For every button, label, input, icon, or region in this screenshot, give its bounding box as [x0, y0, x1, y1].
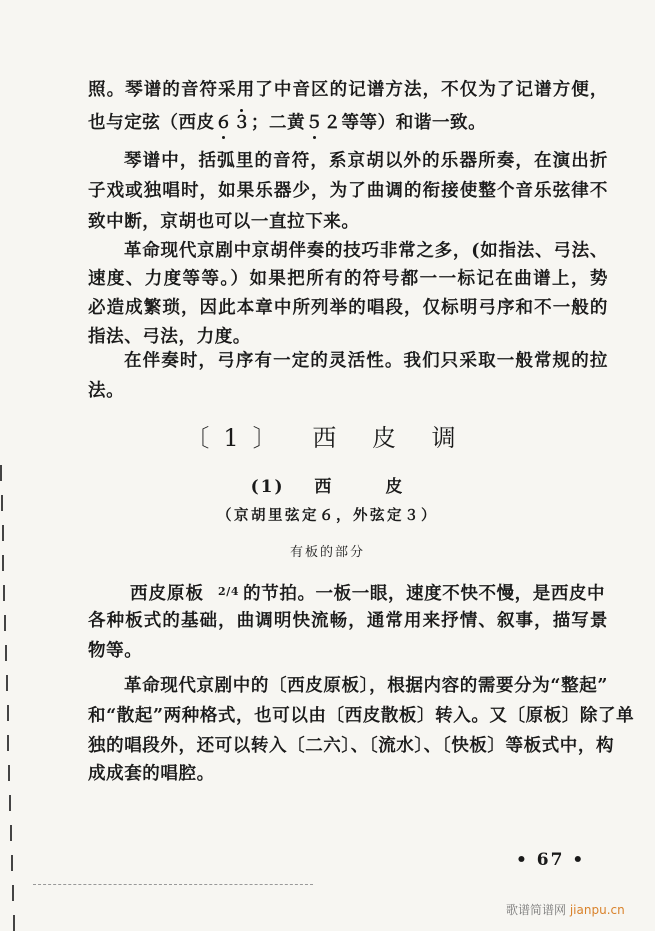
section-heading-text: 西 皮 调	[312, 424, 470, 452]
subsection-number: (1)	[250, 477, 285, 497]
paragraph-5-line-1	[130, 581, 614, 605]
watermark-cn: 歌谱简谱网	[506, 903, 567, 917]
time-signature: 2/4	[218, 585, 240, 598]
tuning-note-text: （京胡里弦定６，外弦定３）	[217, 507, 438, 524]
term-xipi-yuanban: 西皮原板	[130, 584, 204, 604]
paragraph-2-line-1: 琴谱中，括弧里的音符，系京胡以外的乐器所奏，在演出折	[124, 151, 608, 171]
paragraph-6-line-1: 革命现代京剧中的〔西皮原板〕，根据内容的需要分为“整起”	[124, 676, 608, 696]
paragraph-6-line-4: 成成套的唱腔。	[88, 764, 215, 784]
watermark-site: jianpu.cn	[569, 903, 625, 917]
scan-bottom-rule	[33, 884, 313, 886]
paragraph-3-line-4: 指法、弓法，力度。	[88, 327, 251, 347]
watermark	[506, 901, 625, 918]
tuning-note	[0, 505, 655, 527]
section-heading	[0, 424, 655, 452]
paragraph-5-line-3: 物等。	[88, 641, 143, 661]
subsection-title-a: 西	[314, 477, 334, 497]
paragraph-1-line-1: 照。琴谱的音符采用了中音区的记谱方法，不仅为了记谱方便，	[88, 80, 608, 100]
note-3: ３	[232, 113, 251, 133]
paragraph-5-line-1-text: 的节拍。一板一眼，速度不快不慢，是西皮中	[243, 584, 606, 604]
tuning-text-prefix: 也与定弦（西皮	[88, 113, 215, 133]
tuning-text-mid: ；二黄	[250, 113, 306, 133]
paragraph-6-line-3: 独的唱段外，还可以转入〔二六〕、〔流水〕、〔快板〕等板式中，构	[88, 736, 615, 756]
subsection-heading	[0, 476, 655, 498]
paragraph-3-line-2: 速度、力度等等。）如果把所有的符号都一一标记在曲谱上，势	[88, 269, 608, 289]
paragraph-5-line-2: 各种板式的基础，曲调明快流畅，通常用来抒情、叙事，描写景	[88, 611, 608, 631]
note-2: ２	[323, 113, 342, 133]
part-title: 有板的部分	[289, 545, 365, 560]
tuning-text-suffix: 等等）和谐一致。	[341, 113, 487, 133]
paragraph-4-line-2: 法。	[88, 381, 125, 401]
paragraph-2-line-3: 致中断，京胡也可以一直拉下来。	[88, 212, 360, 232]
subsection-title-b: 皮	[385, 477, 405, 497]
paragraph-4-line-1: 在伴奏时，弓序有一定的灵活性。我们只采取一般常规的拉	[124, 351, 608, 371]
paragraph-3-line-3: 必造成繁琐，因此本章中所列举的唱段，仅标明弓序和不一般的	[88, 298, 608, 318]
section-heading-number: 〔1〕	[185, 424, 291, 452]
paragraph-2-line-2: 子戏或独唱时，如果乐器少，为了曲调的衔接使整个音乐弦律不	[88, 181, 608, 201]
paragraph-6-line-2: 和“散起”两种格式，也可以由〔西皮散板〕转入。又〔原板〕除了单	[88, 706, 635, 726]
binding-margin-marks	[0, 465, 20, 928]
paragraph-3-line-1: 革命现代京剧中京胡伴奏的技巧非常之多，(如指法、弓法、	[124, 241, 608, 261]
note-5-low: ５	[305, 113, 324, 133]
note-6-low: ６	[214, 113, 233, 133]
page-number: • 67 •	[516, 850, 586, 870]
paragraph-1-line-2	[88, 112, 608, 134]
